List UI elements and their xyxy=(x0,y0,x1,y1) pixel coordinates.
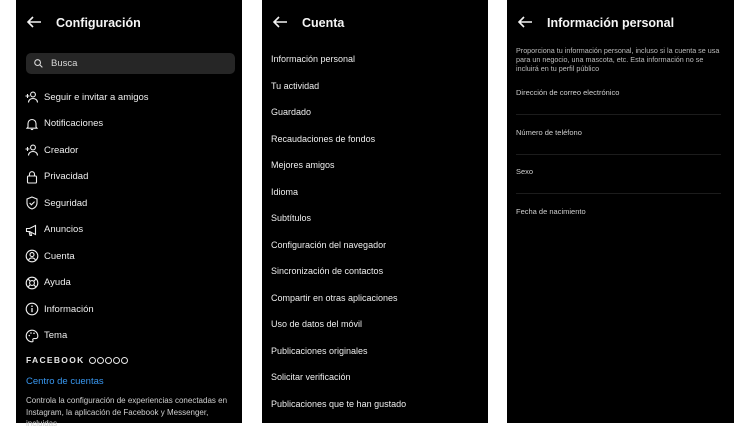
settings-item-ads[interactable] xyxy=(25,217,240,244)
back-arrow-icon[interactable] xyxy=(272,14,288,30)
messenger-icon xyxy=(105,357,112,364)
shield-icon xyxy=(25,196,39,210)
accounts-center-link[interactable]: Centro de cuentas xyxy=(26,376,104,387)
personal-info-description: Proporciona tu información personal, incluso si la cuenta se usa para un negocio, una mascota, etc. Esta información no se incluirá en tu perfil público xyxy=(516,46,720,73)
lifebuoy-icon xyxy=(25,276,39,290)
account-item-request-verification[interactable]: Solicitar verificación xyxy=(271,372,351,383)
settings-item-help[interactable] xyxy=(25,270,240,297)
megaphone-icon xyxy=(25,223,39,237)
accounts-center-description: Controla la configuración de experiencias conectadas en Instagram, la aplicación de Facebook y Messenger, incluidas xyxy=(26,396,228,428)
creator-icon xyxy=(25,143,39,157)
field-divider xyxy=(516,193,721,194)
info-icon xyxy=(25,302,39,316)
account-item-language[interactable]: Idioma xyxy=(271,186,299,197)
account-options-list xyxy=(271,46,486,417)
page-title: Cuenta xyxy=(302,16,345,30)
account-item-close-friends[interactable]: Mejores amigos xyxy=(271,160,335,171)
whatsapp-icon xyxy=(113,357,120,364)
lock-icon xyxy=(25,170,39,184)
account-header xyxy=(262,0,488,46)
account-item-liked-posts[interactable]: Publicaciones que te han gustado xyxy=(271,398,407,409)
facebook-wordmark: FACEBOOK xyxy=(26,355,85,365)
personal-info-screen xyxy=(507,0,734,423)
portal-icon xyxy=(121,357,128,364)
settings-item-label: Seguridad xyxy=(44,197,88,209)
settings-item-info[interactable] xyxy=(25,296,240,323)
facebook-icon xyxy=(89,357,96,364)
search-placeholder: Busca xyxy=(51,58,78,69)
settings-item-label: Tema xyxy=(44,330,68,342)
settings-item-follow-invite[interactable] xyxy=(25,84,240,111)
account-item-personal-info[interactable]: Información personal xyxy=(271,54,356,65)
settings-item-label: Ayuda xyxy=(44,277,71,289)
phone-field[interactable]: Número de teléfono xyxy=(516,128,582,137)
personal-info-header xyxy=(507,0,734,46)
settings-list xyxy=(25,84,240,349)
settings-item-notifications[interactable] xyxy=(25,111,240,138)
settings-item-label: Creador xyxy=(44,144,79,156)
field-divider xyxy=(516,114,721,115)
account-item-captions[interactable]: Subtítulos xyxy=(271,213,312,224)
account-item-browser-settings[interactable]: Configuración del navegador xyxy=(271,239,387,250)
account-item-original-posts[interactable]: Publicaciones originales xyxy=(271,345,368,356)
settings-item-security[interactable] xyxy=(25,190,240,217)
search-icon xyxy=(34,59,43,68)
page-title: Información personal xyxy=(547,16,675,30)
email-field[interactable]: Dirección de correo electrónico xyxy=(516,88,620,97)
settings-item-theme[interactable] xyxy=(25,323,240,350)
meta-apps-icons xyxy=(89,357,128,364)
settings-item-privacy[interactable] xyxy=(25,164,240,191)
settings-item-label: Información xyxy=(44,303,94,315)
account-item-contacts-sync[interactable]: Sincronización de contactos xyxy=(271,266,384,277)
settings-item-label: Seguir e invitar a amigos xyxy=(44,91,149,103)
settings-item-label: Anuncios xyxy=(44,224,84,236)
settings-header xyxy=(16,0,242,46)
add-person-icon xyxy=(25,90,39,104)
settings-item-label: Cuenta xyxy=(44,250,75,262)
settings-item-label: Privacidad xyxy=(44,171,89,183)
account-item-fundraisers[interactable]: Recaudaciones de fondos xyxy=(271,133,376,144)
page-title: Configuración xyxy=(56,16,141,30)
settings-item-label: Notificaciones xyxy=(44,118,104,130)
facebook-section-header xyxy=(26,355,128,365)
settings-item-creator[interactable] xyxy=(25,137,240,164)
field-divider xyxy=(516,154,721,155)
instagram-icon xyxy=(97,357,104,364)
back-arrow-icon[interactable] xyxy=(26,14,42,30)
search-input[interactable] xyxy=(26,53,235,74)
account-item-sharing[interactable]: Compartir en otras aplicaciones xyxy=(271,292,398,303)
account-circle-icon xyxy=(25,249,39,263)
palette-icon xyxy=(25,329,39,343)
account-item-saved[interactable]: Guardado xyxy=(271,107,312,118)
account-item-mobile-data[interactable]: Uso de datos del móvil xyxy=(271,319,363,330)
account-screen xyxy=(262,0,488,423)
settings-screen xyxy=(16,0,242,428)
back-arrow-icon[interactable] xyxy=(517,14,533,30)
gender-field[interactable]: Sexo xyxy=(516,167,534,176)
settings-item-account[interactable] xyxy=(25,243,240,270)
bell-icon xyxy=(25,117,39,131)
birthday-field[interactable]: Fecha de nacimiento xyxy=(516,207,586,216)
account-item-your-activity[interactable]: Tu actividad xyxy=(271,80,320,91)
